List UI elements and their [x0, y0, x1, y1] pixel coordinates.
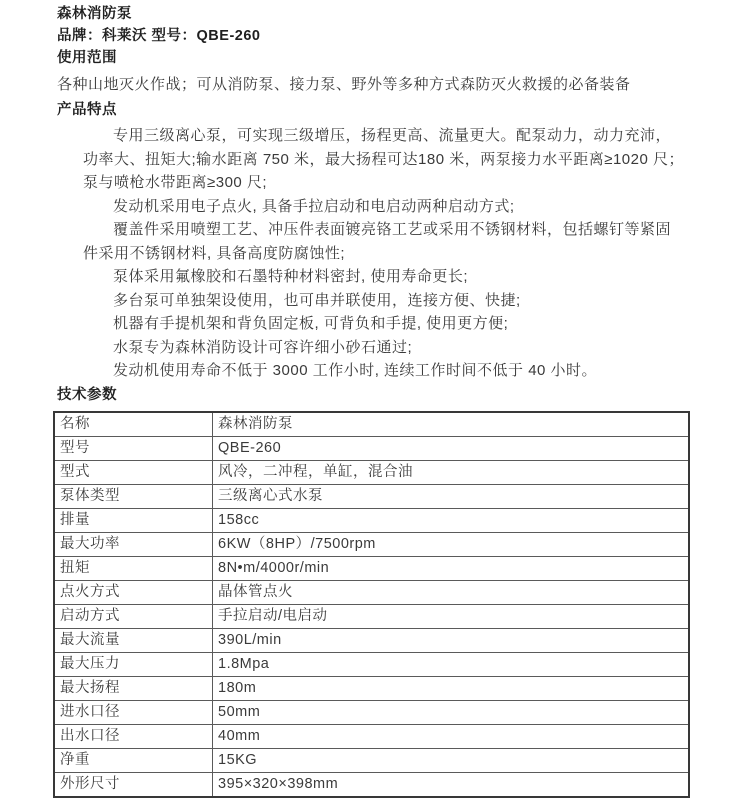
feature-line: 泵体采用氟橡胶和石墨特种材料密封, 使用寿命更长;: [113, 268, 469, 285]
features-paragraphs: [83, 124, 692, 383]
feature-line: 覆盖件采用喷塑工艺、冲压件表面镀亮铬工艺或采用不锈钢材料，包括螺钉等紧固: [113, 221, 672, 238]
spec-value: 158cc: [213, 508, 690, 532]
specs-table: [53, 411, 690, 798]
spec-row: [54, 580, 689, 604]
spec-label: 出水口径: [54, 724, 213, 748]
spec-row: [54, 604, 689, 628]
spec-row: [54, 724, 689, 748]
spec-label: 最大功率: [54, 532, 213, 556]
spec-value: 15KG: [213, 748, 690, 772]
spec-row: [54, 748, 689, 772]
spec-label: 型号: [54, 436, 213, 460]
spec-value: 三级离心式水泵: [213, 484, 690, 508]
usage-section-heading: 使用范围: [57, 50, 117, 66]
feature-line: 功率大、扭矩大;输水距离 750 米，最大扬程可达180 米，两泵接力水平距离≥1020 尺；: [83, 150, 684, 168]
feature-line: 水泵专为森林消防设计可容许细小砂石通过;: [113, 338, 413, 356]
spec-value: 8N•m/4000r/min: [213, 556, 690, 580]
spec-value: 390L/min: [213, 628, 690, 652]
page-title: 森林消防泵: [57, 6, 132, 22]
feature-line: 多台泵可单独架设使用，也可串并联使用，连接方便、快捷;: [113, 291, 521, 309]
spec-row: [54, 460, 689, 484]
spec-label: 外形尺寸: [54, 772, 213, 797]
spec-label: 启动方式: [54, 604, 213, 628]
spec-row: [54, 532, 689, 556]
spec-row: [54, 412, 689, 437]
spec-row: [54, 484, 689, 508]
spec-value: QBE-260: [213, 436, 690, 460]
spec-value: 40mm: [213, 724, 690, 748]
spec-label: 进水口径: [54, 700, 213, 724]
spec-value: 180m: [213, 676, 690, 700]
spec-value: 风冷，二冲程，单缸，混合油: [213, 460, 690, 484]
spec-value: 6KW（8HP）/7500rpm: [213, 532, 690, 556]
spec-row: [54, 652, 689, 676]
spec-label: 名称: [54, 412, 213, 437]
spec-label: 最大扬程: [54, 676, 213, 700]
feature-line: 发动机采用电子点火, 具备手拉启动和电启动两种启动方式;: [113, 197, 515, 215]
spec-row: [54, 556, 689, 580]
spec-row: [54, 436, 689, 460]
spec-label: 泵体类型: [54, 484, 213, 508]
usage-text: 各种山地灭火作战；可从消防泵、接力泵、野外等多种方式森防灭火救援的必备装备: [57, 76, 631, 93]
spec-row: [54, 772, 689, 797]
spec-label: 最大流量: [54, 628, 213, 652]
spec-row: [54, 628, 689, 652]
features-section-heading: 产品特点: [57, 102, 117, 118]
spec-label: 点火方式: [54, 580, 213, 604]
spec-value: 森林消防泵: [213, 412, 690, 437]
specs-section-heading: 技术参数: [57, 386, 117, 403]
feature-line: 机器有手提机架和背负固定板, 可背负和手提, 使用更方便;: [113, 315, 509, 332]
feature-line: 泵与喷枪水带距离≥300 尺;: [83, 174, 268, 191]
spec-value: 晶体管点火: [213, 580, 690, 604]
spec-row: [54, 676, 689, 700]
spec-label: 排量: [54, 508, 213, 532]
spec-label: 净重: [54, 748, 213, 772]
spec-value: 50mm: [213, 700, 690, 724]
spec-label: 型式: [54, 460, 213, 484]
feature-line: 专用三级离心泵，可实现三级增压，扬程更高、流量更大。配泵动力，动力充沛，: [113, 127, 672, 144]
feature-line: 发动机使用寿命不低于 3000 工作小时, 连续工作时间不低于 40 小时。: [113, 362, 598, 379]
brand-model-line: 品牌：科莱沃 型号：QBE-260: [57, 28, 261, 44]
feature-line: 件采用不锈钢材料, 具备高度防腐蚀性;: [83, 244, 346, 262]
spec-row: [54, 700, 689, 724]
spec-row: [54, 508, 689, 532]
spec-label: 最大压力: [54, 652, 213, 676]
spec-value: 1.8Mpa: [213, 652, 690, 676]
spec-value: 395×320×398mm: [213, 772, 690, 797]
spec-label: 扭矩: [54, 556, 213, 580]
spec-value: 手拉启动/电启动: [213, 604, 690, 628]
